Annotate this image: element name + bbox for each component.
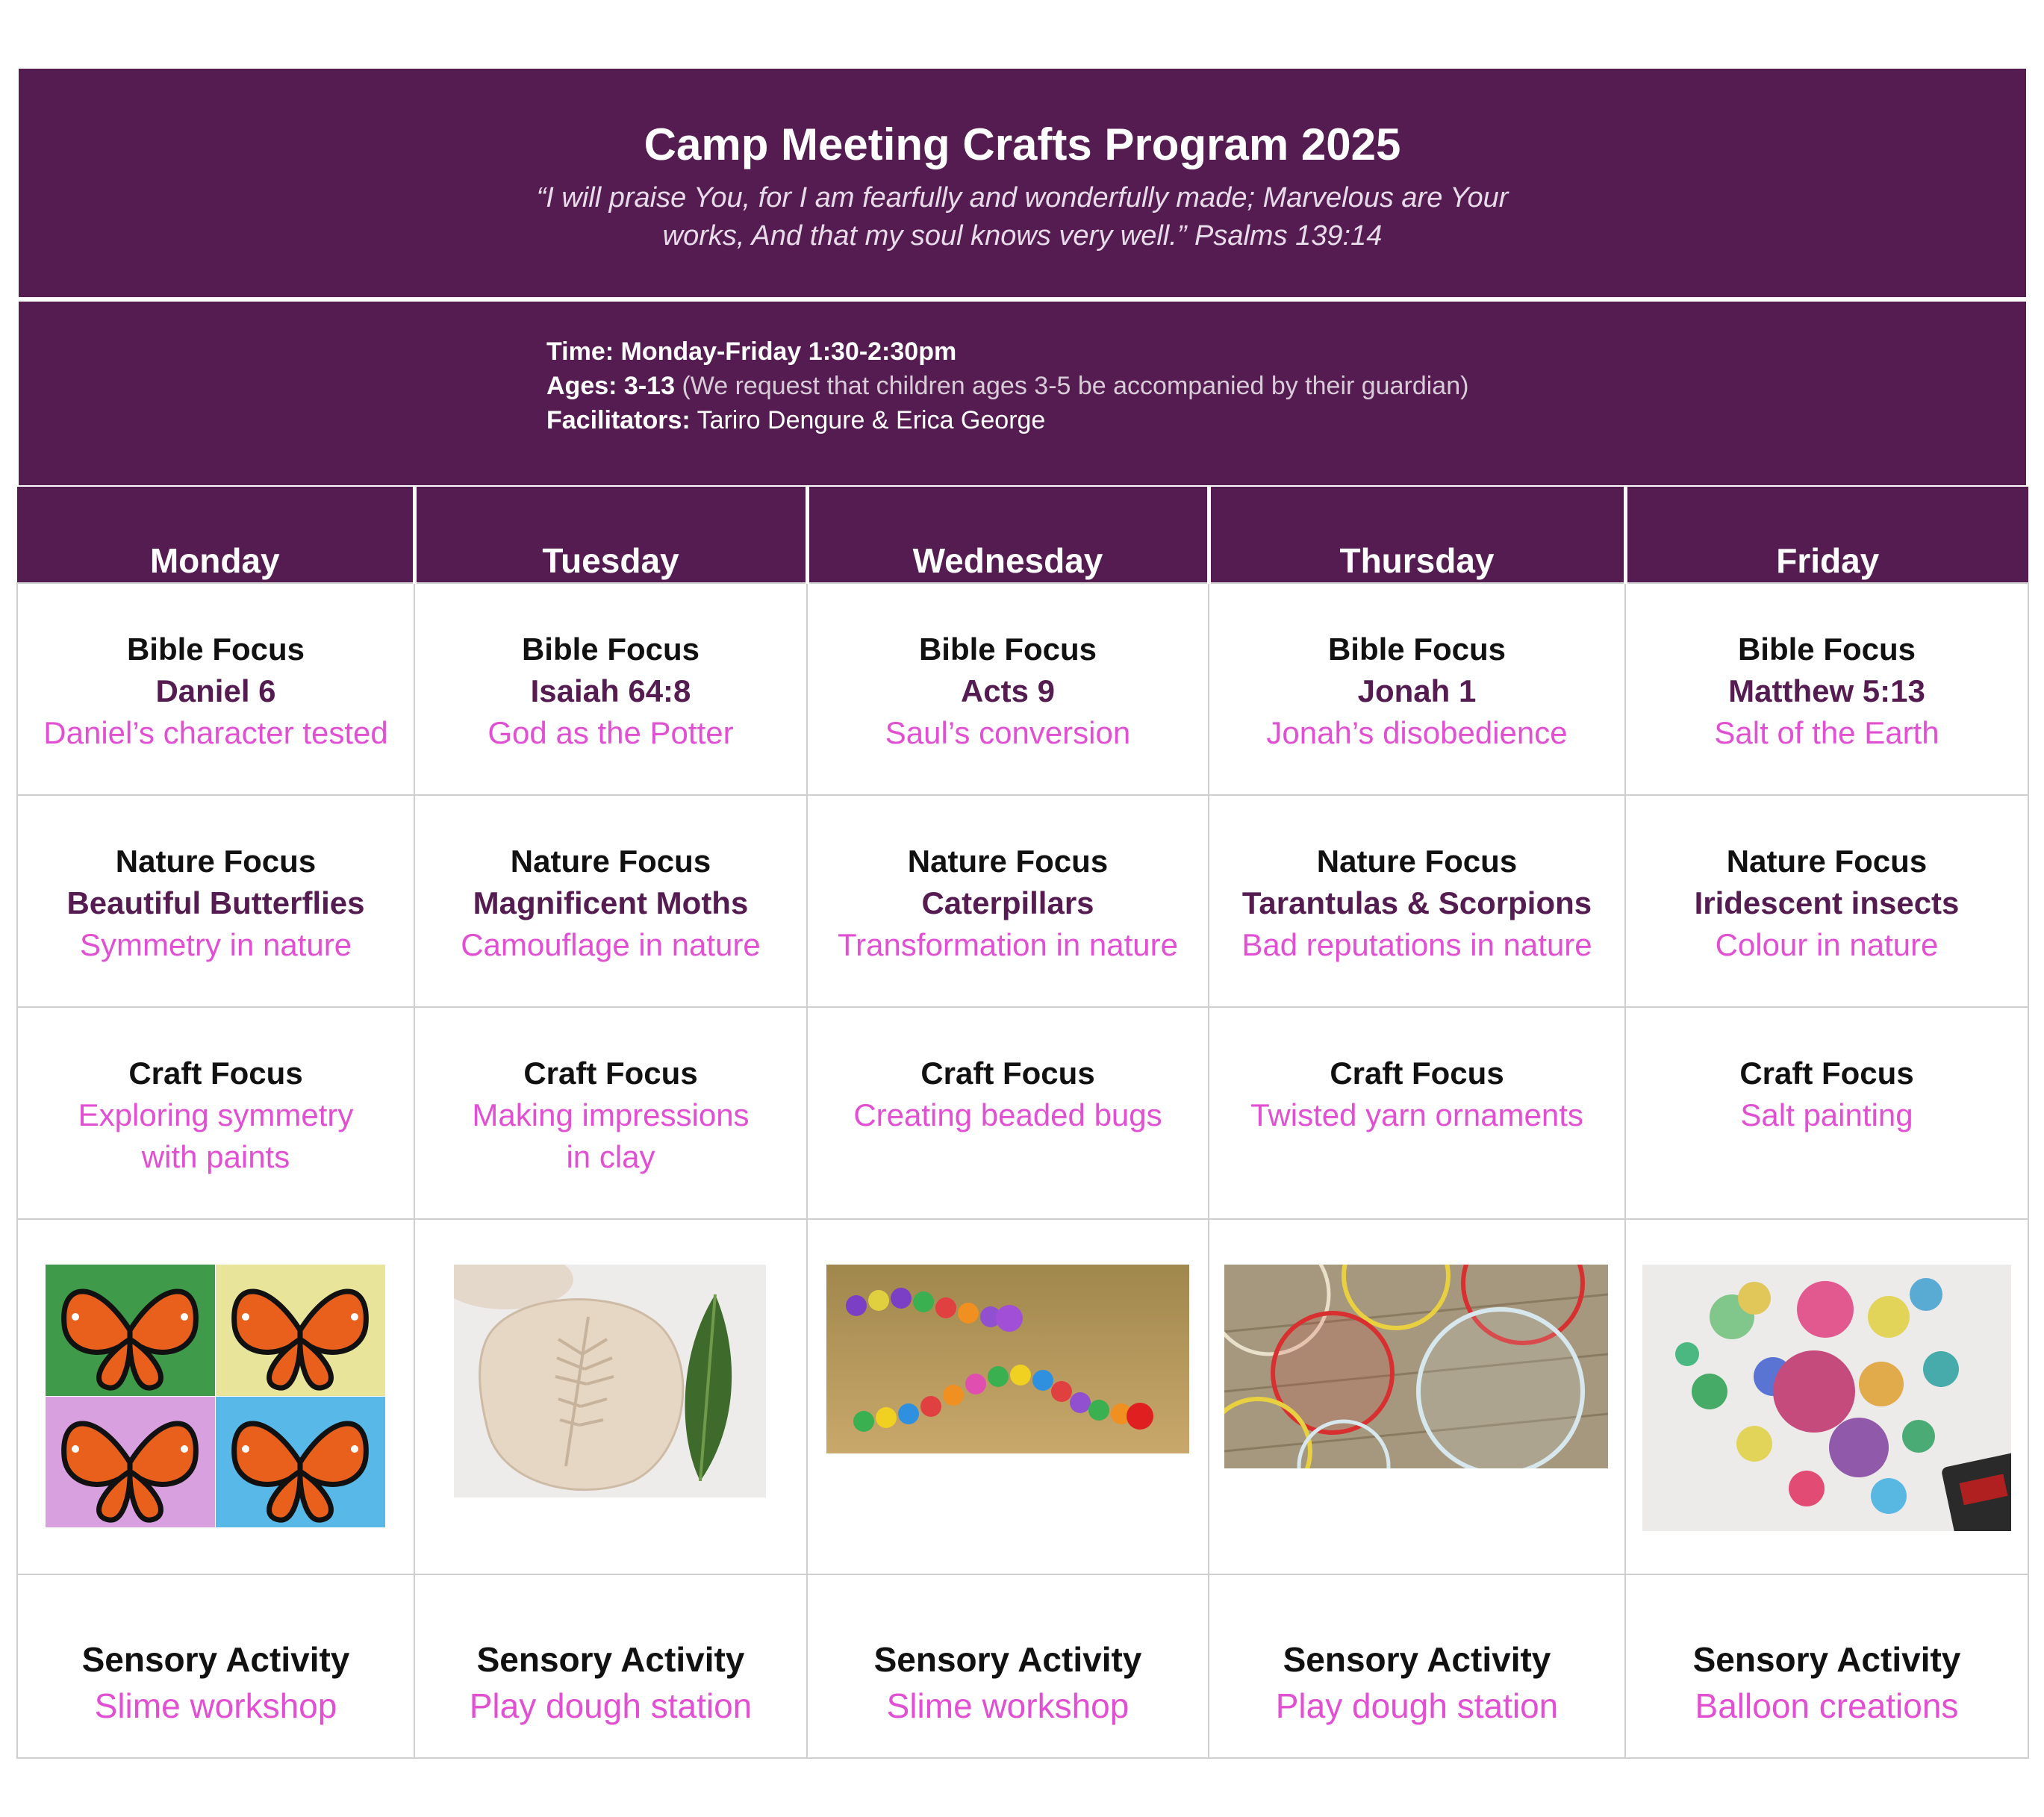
nature-focus-label: Nature Focus bbox=[907, 844, 1109, 879]
craft-focus-cell bbox=[17, 1007, 414, 1219]
clay-impression-image bbox=[454, 1265, 766, 1497]
craft-focus-description: Making impressions bbox=[472, 1097, 750, 1132]
day-header-row bbox=[17, 487, 2028, 583]
nature-focus-cell bbox=[807, 795, 1209, 1007]
time-value: Monday-Friday 1:30-2:30pm bbox=[620, 337, 957, 366]
craft-image-cell bbox=[1209, 1219, 1625, 1574]
facilitators-line bbox=[546, 403, 1468, 437]
yarn-ornaments-image bbox=[1224, 1265, 1608, 1468]
nature-focus-cell bbox=[414, 795, 807, 1007]
nature-focus-cell bbox=[1209, 795, 1625, 1007]
craft-image-cell bbox=[414, 1219, 807, 1574]
program-info bbox=[546, 334, 1468, 437]
nature-focus-description: Colour in nature bbox=[1715, 927, 1939, 962]
craft-image-cell bbox=[17, 1219, 414, 1574]
craft-focus-description: with paints bbox=[141, 1139, 290, 1174]
bible-focus-label: Bible Focus bbox=[521, 632, 700, 667]
craft-image-row bbox=[17, 1219, 2028, 1574]
nature-focus-topic: Magnificent Moths bbox=[473, 885, 749, 920]
craft-focus-label: Craft Focus bbox=[523, 1056, 698, 1091]
craft-focus-cell bbox=[1625, 1007, 2028, 1219]
craft-focus-description: Twisted yarn ornaments bbox=[1250, 1097, 1583, 1132]
bible-focus-row bbox=[17, 583, 2028, 795]
craft-focus-label: Craft Focus bbox=[128, 1056, 303, 1091]
ages-value: 3-13 bbox=[623, 372, 675, 400]
sensory-activity-description: Play dough station bbox=[1275, 1686, 1559, 1725]
bible-focus-cell bbox=[1209, 583, 1625, 795]
bible-focus-cell bbox=[1625, 583, 2028, 795]
facilitators-label: Facilitators: bbox=[546, 406, 691, 434]
facilitators-value: Tariro Dengure & Erica George bbox=[697, 406, 1046, 434]
craft-focus-label: Craft Focus bbox=[920, 1056, 1095, 1091]
craft-focus-cell bbox=[1209, 1007, 1625, 1219]
craft-focus-description: Salt painting bbox=[1740, 1097, 1913, 1132]
nature-focus-topic: Tarantulas & Scorpions bbox=[1241, 885, 1592, 920]
craft-focus-label: Craft Focus bbox=[1330, 1056, 1504, 1091]
nature-focus-label: Nature Focus bbox=[1316, 844, 1518, 879]
sensory-activity-cell bbox=[414, 1574, 807, 1758]
day-header-tuesday: Tuesday bbox=[414, 487, 807, 583]
bible-focus-topic: Isaiah 64:8 bbox=[530, 673, 691, 708]
butterfly-painting-image bbox=[46, 1265, 385, 1527]
sensory-activity-description: Slime workshop bbox=[886, 1686, 1130, 1725]
page-title: Camp Meeting Crafts Program 2025 bbox=[644, 119, 1401, 169]
sensory-activity-label: Sensory Activity bbox=[1283, 1640, 1551, 1679]
nature-focus-row bbox=[17, 795, 2028, 1007]
nature-focus-label: Nature Focus bbox=[1726, 844, 1928, 879]
sensory-activity-label: Sensory Activity bbox=[81, 1640, 350, 1679]
nature-focus-label: Nature Focus bbox=[115, 844, 317, 879]
sensory-activity-description: Slime workshop bbox=[94, 1686, 337, 1725]
bible-focus-description: Jonah’s disobedience bbox=[1266, 715, 1568, 750]
scripture-quote: “I will praise You, for I am fearfully and wonderfully made; Marvelous are Your works, And that my soul knows very well.” Psalms 139:14 bbox=[536, 182, 1509, 252]
time-line bbox=[546, 334, 1468, 369]
sensory-activity-label: Sensory Activity bbox=[476, 1640, 745, 1679]
bible-focus-label: Bible Focus bbox=[1737, 632, 1916, 667]
nature-focus-cell bbox=[17, 795, 414, 1007]
bible-focus-cell bbox=[414, 583, 807, 795]
schedule-table bbox=[16, 487, 2029, 1759]
craft-image-cell bbox=[807, 1219, 1209, 1574]
craft-focus-description: Creating beaded bugs bbox=[853, 1097, 1162, 1132]
bible-focus-cell bbox=[17, 583, 414, 795]
day-header-friday: Friday bbox=[1625, 487, 2028, 583]
bible-focus-description: Salt of the Earth bbox=[1714, 715, 1939, 750]
day-header-monday: Monday bbox=[17, 487, 414, 583]
nature-focus-description: Transformation in nature bbox=[838, 927, 1178, 962]
time-label: Time: bbox=[546, 337, 614, 366]
sensory-activity-description: Balloon creations bbox=[1695, 1686, 1959, 1725]
ages-line bbox=[546, 369, 1468, 403]
beaded-bugs-image bbox=[826, 1265, 1189, 1453]
bible-focus-topic: Acts 9 bbox=[960, 673, 1056, 708]
title-banner bbox=[19, 69, 2026, 297]
sensory-activity-description: Play dough station bbox=[469, 1686, 753, 1725]
bible-focus-topic: Daniel 6 bbox=[155, 673, 276, 708]
sensory-activity-row bbox=[17, 1574, 2028, 1758]
sensory-activity-cell bbox=[1625, 1574, 2028, 1758]
salt-painting-image bbox=[1642, 1265, 2011, 1531]
craft-focus-row bbox=[17, 1007, 2028, 1219]
craft-focus-label: Craft Focus bbox=[1739, 1056, 1914, 1091]
nature-focus-description: Symmetry in nature bbox=[79, 927, 352, 962]
nature-focus-topic: Beautiful Butterflies bbox=[66, 885, 365, 920]
craft-focus-cell bbox=[807, 1007, 1209, 1219]
bible-focus-description: Saul’s conversion bbox=[885, 715, 1131, 750]
bible-focus-label: Bible Focus bbox=[918, 632, 1097, 667]
day-header-thursday: Thursday bbox=[1209, 487, 1625, 583]
nature-focus-topic: Iridescent insects bbox=[1694, 885, 1960, 920]
bible-focus-label: Bible Focus bbox=[126, 632, 305, 667]
nature-focus-topic: Caterpillars bbox=[921, 885, 1094, 920]
ages-note: (We request that children ages 3-5 be accompanied by their guardian) bbox=[682, 372, 1469, 400]
sensory-activity-cell bbox=[807, 1574, 1209, 1758]
sensory-activity-label: Sensory Activity bbox=[1692, 1640, 1961, 1679]
bible-focus-topic: Jonah 1 bbox=[1357, 673, 1477, 708]
ages-label: Ages: bbox=[546, 372, 617, 400]
craft-focus-description: Exploring symmetry bbox=[78, 1097, 354, 1132]
sensory-activity-cell bbox=[1209, 1574, 1625, 1758]
bible-focus-description: Daniel’s character tested bbox=[43, 715, 388, 750]
sensory-activity-cell bbox=[17, 1574, 414, 1758]
bible-focus-topic: Matthew 5:13 bbox=[1728, 673, 1925, 708]
nature-focus-description: Camouflage in nature bbox=[461, 927, 761, 962]
bible-focus-description: God as the Potter bbox=[487, 715, 734, 750]
craft-image-cell bbox=[1625, 1219, 2028, 1574]
day-header-wednesday: Wednesday bbox=[807, 487, 1209, 583]
nature-focus-cell bbox=[1625, 795, 2028, 1007]
bible-focus-cell bbox=[807, 583, 1209, 795]
bible-focus-label: Bible Focus bbox=[1327, 632, 1506, 667]
nature-focus-label: Nature Focus bbox=[510, 844, 711, 879]
sensory-activity-label: Sensory Activity bbox=[873, 1640, 1142, 1679]
craft-focus-description: in clay bbox=[566, 1139, 655, 1174]
info-banner bbox=[19, 302, 2026, 485]
nature-focus-description: Bad reputations in nature bbox=[1241, 927, 1592, 962]
craft-focus-cell bbox=[414, 1007, 807, 1219]
